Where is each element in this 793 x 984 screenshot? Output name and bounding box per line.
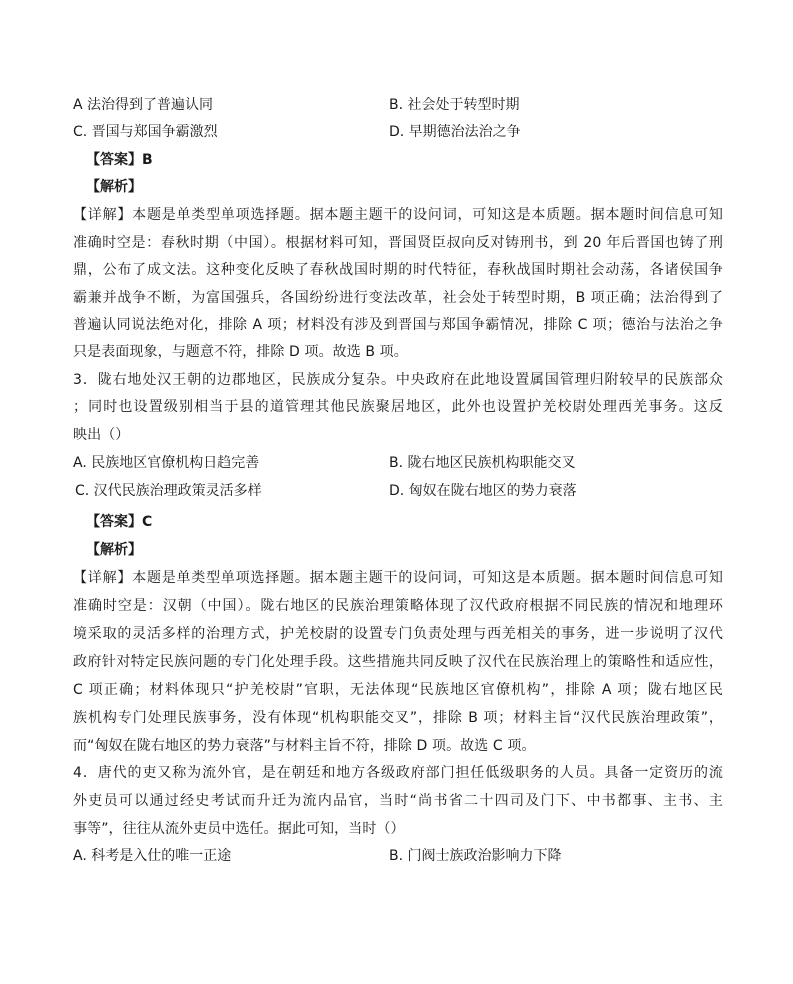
q4-option-b: B. 门阀士族政治影响力下降 — [389, 848, 562, 864]
q3-detail-line: 准确时空是：汉朝（中国）。陇右地区的民族治理策略体现了汉代政府根据不同民族的情况和地理环 — [73, 598, 723, 614]
q2-detail-line: 【详解】本题是单类型单项选择题。据本题主题干的设问词，可知这是本质题。据本题时间信息可知 — [73, 207, 723, 223]
q2-option-d: D. 早期德治法治之争 — [389, 124, 521, 140]
q2-answer: 【答案】B — [86, 152, 153, 168]
q4-stem-line: 4．唐代的吏又称为流外官，是在朝廷和地方各级政府部门担任低级职务的人员。具备一定资历的流 — [73, 765, 723, 781]
q2-detail-line: 准确时空是：春秋时期（中国）。根据材料可知，晋国贤臣叔向反对铸刑书，到 20 年后晋国也铸了刑 — [73, 235, 723, 251]
q4-option-a: A. 科考是入仕的唯一正途 — [73, 848, 232, 864]
q3-option-b: B. 陇右地区民族机构职能交叉 — [389, 455, 576, 471]
q2-detail-line: 霸兼并战争不断，为富国强兵，各国纷纷进行变法改革，社会处于转型时期，B 项正确；法治得到了 — [73, 290, 723, 306]
q3-detail-line: 而“匈奴在陇右地区的势力衰落”与材料主旨不符，排除 D 项。故选 C 项。 — [73, 738, 536, 754]
q3-detail-line: 【详解】本题是单类型单项选择题。据本题主题干的设问词，可知这是本质题。据本题时间信息可知 — [73, 570, 723, 586]
q2-option-c: C. 晋国与郑国争霸激烈 — [73, 124, 218, 140]
q2-analysis-label: 【解析】 — [86, 179, 142, 195]
q3-detail-line: C 项正确；材料体现只“护羌校尉”官职，无法体现“民族地区官僚机构”，排除 A 项；陇右地区民 — [73, 682, 723, 698]
q3-detail-line: 政府针对特定民族问题的专门化处理手段。这些措施共同反映了汉代在民族治理上的策略性和适应性， — [73, 654, 723, 670]
q3-stem-line: ；同时也设置级别相当于县的道管理其他民族聚居地区，此外也设置护羌校尉处理西羌事务。这反 — [73, 399, 723, 415]
q4-stem-line: 事等”，往往从流外吏员中选任。据此可知，当时（） — [73, 821, 405, 837]
q3-option-d: D. 匈奴在陇右地区的势力衰落 — [389, 483, 577, 499]
q2-option-a: A 法治得到了普遍认同 — [73, 97, 214, 113]
q2-option-b: B. 社会处于转型时期 — [389, 97, 520, 113]
q2-detail-line: 只是表面现象，与题意不符，排除 D 项。故选 B 项。 — [73, 344, 408, 360]
q3-stem-line: 3．陇右地处汉王朝的边郡地区，民族成分复杂。中央政府在此地设置属国管理归附较早的民族部众 — [73, 372, 723, 388]
q2-detail-line: 普遍认同说法绝对化，排除 A 项；材料没有涉及到晋国与郑国争霸情况，排除 C 项；德治与法治之争 — [73, 317, 723, 333]
q3-option-a: A. 民族地区官僚机构日趋完善 — [73, 455, 260, 471]
q3-detail-line: 族机构专门处理民族事务，没有体现“机构职能交叉”，排除 B 项；材料主旨“汉代民族治理政策”， — [73, 710, 723, 726]
q4-stem-line: 外吏员可以通过经史考试而升迁为流内品官，当时“尚书省二十四司及门下、中书都事、主书、主 — [73, 793, 723, 809]
q3-stem-line: 映出（） — [73, 427, 130, 443]
q3-detail-line: 境采取的灵活多样的治理方式，护羌校尉的设置专门负责处理与西羌相关的事务，进一步说明了汉代 — [73, 626, 723, 642]
q3-option-c: C. 汉代民族治理政策灵活多样 — [75, 483, 262, 499]
q3-analysis-label: 【解析】 — [86, 542, 142, 558]
q3-answer: 【答案】C — [86, 514, 153, 530]
q2-detail-line: 鼎，公布了成文法。这种变化反映了春秋战国时期的时代特征，春秋战国时期社会动荡，各诸侯国争 — [73, 262, 723, 278]
